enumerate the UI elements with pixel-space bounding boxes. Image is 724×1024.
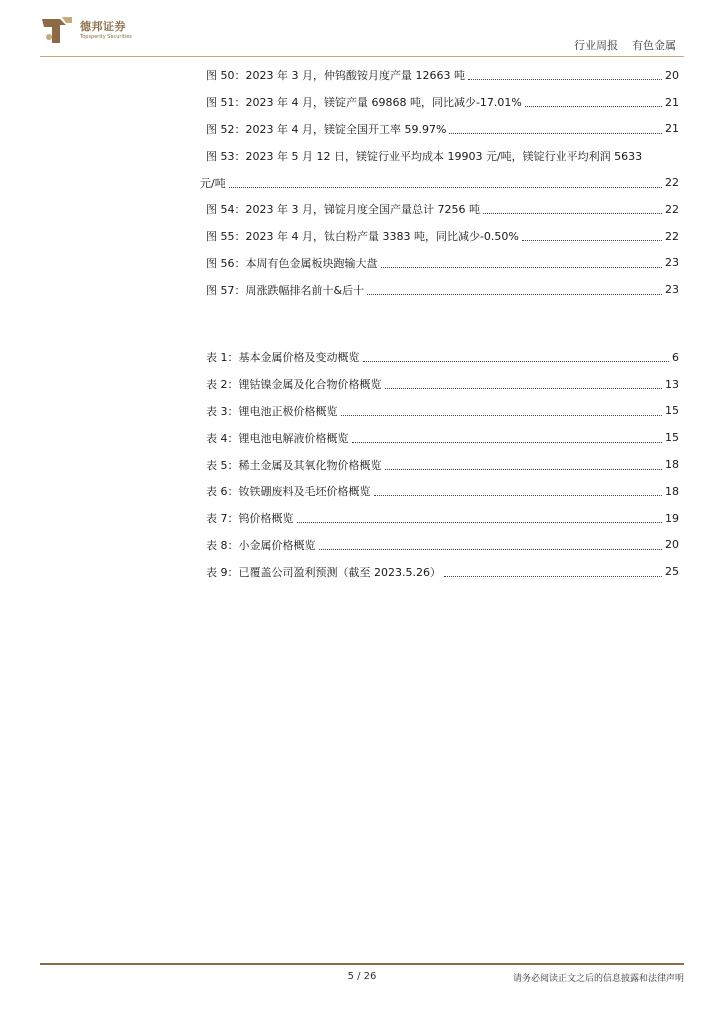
toc-entry[interactable] (206, 532, 679, 559)
dot-leader (468, 70, 662, 80)
toc-entry-page: 23 (665, 256, 679, 270)
sector-name: 有色金属 (632, 39, 676, 52)
toc-entry-page: 23 (665, 283, 679, 297)
toc-entry-label: 表 4：锂电池电解液价格概览 (206, 431, 349, 445)
toc-entry[interactable] (206, 196, 679, 223)
report-type: 行业周报 (574, 39, 618, 52)
toc-entry-page: 25 (665, 565, 679, 579)
toc-entry-continuation[interactable] (200, 169, 679, 196)
toc-entry-label: 表 6：钕铁硼废料及毛坯价格概览 (206, 485, 371, 499)
toc-entry-label: 表 1：基本金属价格及变动概览 (206, 351, 360, 365)
toc-entry[interactable] (206, 62, 679, 89)
toc-entry-page: 21 (665, 122, 679, 136)
dot-leader (229, 178, 662, 188)
footer-divider (40, 963, 684, 965)
logo-chinese-name: 德邦证券 (80, 20, 126, 33)
toc-entry-label: 图 52：2023 年 4 月，镁锭全国开工率 59.97% (206, 122, 447, 136)
header-divider (40, 56, 684, 57)
toc-entry-label: 表 7：钨价格概览 (206, 512, 294, 526)
dot-leader (319, 540, 663, 550)
dot-leader (363, 352, 670, 362)
dot-leader (297, 513, 663, 523)
toc-entry-label: 图 53：2023 年 5 月 12 日，镁锭行业平均成本 19903 元/吨，镁锭行业平均利润 5633 (206, 149, 643, 163)
toc-entry[interactable] (206, 250, 679, 277)
toc-entry-page: 22 (665, 176, 679, 190)
page-header (0, 0, 724, 60)
toc-entry-page: 15 (665, 431, 679, 445)
dot-leader (525, 97, 662, 107)
toc-entry-label: 表 2：锂钴镍金属及化合物价格概览 (206, 378, 382, 392)
toc-entry-label: 表 5：稀土金属及其氧化物价格概览 (206, 458, 382, 472)
dot-leader (374, 486, 663, 496)
toc-entry-label-cont: 元/吨 (200, 176, 226, 190)
toc-entry-label: 表 9：已覆盖公司盈利预测（截至 2023.5.26） (206, 565, 441, 579)
header-category (574, 37, 676, 53)
toc-entry-label: 图 54：2023 年 3 月，锑锭月度全国产量总计 7256 吨 (206, 203, 480, 217)
toc-entry[interactable] (206, 89, 679, 116)
dot-leader (381, 258, 663, 268)
page-number: 5 / 26 (347, 971, 377, 982)
toc-entry-page: 19 (665, 511, 679, 525)
toc-entry-page: 18 (665, 484, 679, 498)
toc-entry-label: 图 51：2023 年 4 月，镁锭产量 69868 吨，同比减少-17.01% (206, 96, 522, 110)
toc-entry[interactable] (206, 276, 679, 303)
toc-entry[interactable] (206, 398, 679, 425)
dot-leader (444, 567, 662, 577)
toc-entry-label: 表 8：小金属价格概览 (206, 538, 316, 552)
figure-list (200, 62, 679, 303)
toc-entry-page: 22 (665, 229, 679, 243)
toc-entry-label: 表 3：锂电池正极价格概览 (206, 404, 338, 418)
logo-mark-icon (40, 15, 74, 45)
toc-entry[interactable] (206, 344, 679, 371)
toc-entry[interactable] (206, 223, 679, 250)
toc-entry[interactable] (206, 424, 679, 451)
toc-entry-page: 6 (672, 350, 679, 364)
toc-entry-label: 图 50：2023 年 3 月，仲钨酸铵月度产量 12663 吨 (206, 69, 465, 83)
dot-leader (449, 124, 662, 134)
toc-entry-page: 20 (665, 538, 679, 552)
toc-entry[interactable] (206, 558, 679, 585)
toc-entry-label: 图 56：本周有色金属板块跑输大盘 (206, 256, 378, 270)
toc-entry[interactable] (206, 451, 679, 478)
dot-leader (352, 433, 663, 443)
toc-entry-label: 图 55：2023 年 4 月，钛白粉产量 3383 吨，同比减少-0.50% (206, 230, 519, 244)
toc-entry-page: 20 (665, 68, 679, 82)
logo-english-name: Topsperity Securities (80, 34, 132, 40)
footer-disclaimer: 请务必阅读正文之后的信息披露和法律声明 (512, 974, 684, 984)
dot-leader (367, 285, 662, 295)
toc-entry[interactable] (206, 142, 679, 169)
toc-entry[interactable] (206, 505, 679, 532)
toc-entry-label: 图 57：周涨跌幅排名前十&后十 (206, 283, 365, 297)
dot-leader (385, 379, 663, 389)
toc-entry-page: 22 (665, 202, 679, 216)
toc-entry[interactable] (206, 116, 679, 143)
table-list (206, 344, 679, 585)
toc-entry[interactable] (206, 478, 679, 505)
dot-leader (385, 460, 663, 470)
dot-leader (341, 406, 663, 416)
dot-leader (522, 231, 662, 241)
toc-entry-page: 18 (665, 458, 679, 472)
toc-entry[interactable] (206, 371, 679, 398)
toc-entry-page: 21 (665, 95, 679, 109)
company-logo (40, 15, 150, 47)
toc-entry-page: 13 (665, 377, 679, 391)
dot-leader (483, 204, 662, 214)
toc-entry-page: 15 (665, 404, 679, 418)
